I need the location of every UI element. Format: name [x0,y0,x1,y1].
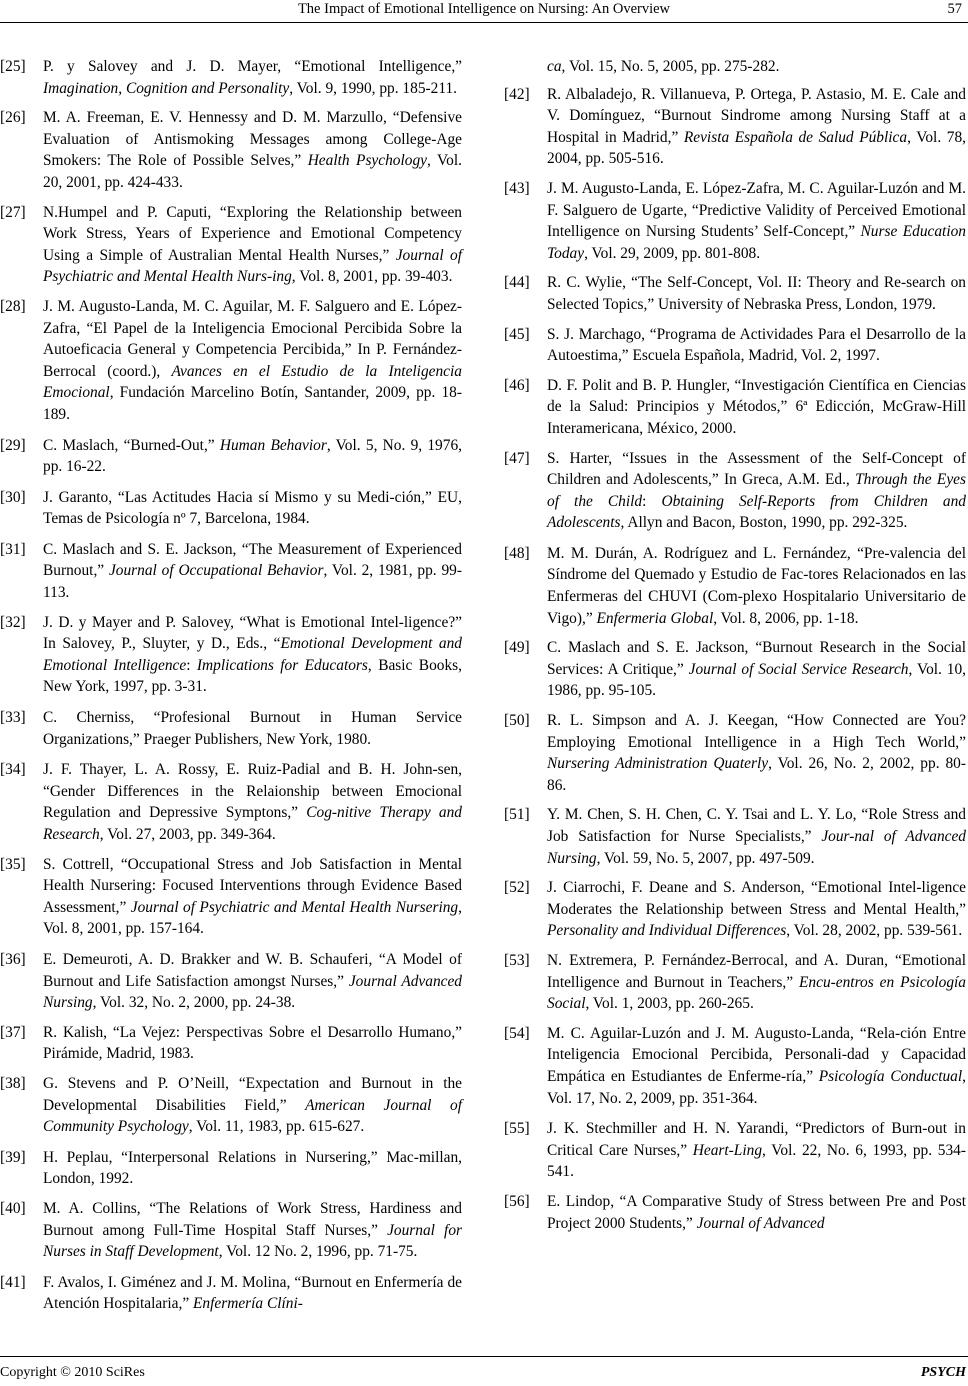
reference-italic-part: Journal of Social Service Research [688,660,909,678]
reference-text-part: : [642,492,662,510]
reference-number: [33] [0,709,26,727]
reference-entry [504,178,966,264]
reference-text [43,58,462,97]
reference-entry [0,1073,462,1138]
reference-text-part: R. Albaladejo, R. Villanueva, P. Ortega, P. Astasio, M. E. Cale and V. Domínguez, “Burnout Sindrome among Nursing Staff at a Hospital in Madrid,” [547,85,966,146]
reference-text-part: , Vol. 17, No. 2, 2009, pp. 351-364. [547,1067,966,1107]
reference-text-part: D. F. Polit and B. P. Hungler, “Investigación Científica en Ciencias de la Salud: Principios y Métodos,” 6ª Edicción, McGraw-Hill Interamericana, México, 2000. [547,376,966,437]
reference-text-part: F. Avalos, I. Giménez and J. M. Molina, “Burnout en Enfermería de Atención Hospitalaria,” [43,1273,462,1313]
reference-text-part: R. L. Simpson and A. J. Keegan, “How Connected are You? Employing Emotional Intelligence in a High Tech World,” [547,712,966,751]
reference-text [43,856,462,938]
reference-text-part: , Basic Books, New York, 1997, pp. 3-31. [43,656,462,696]
reference-italic-part: Obtaining Self-Reports from Children and Adolescents [547,492,967,532]
reference-italic-part: Jour-nal of Advanced Nursing [547,828,966,867]
reference-italic-part: Cog-nitive Therapy and Research [43,804,462,843]
reference-number: [45] [504,325,530,343]
reference-text [43,614,462,696]
reference-text-part: , Vol. 10, 1986, pp. 95-105. [547,660,967,700]
page-footer [0,1356,968,1378]
reference-text-part: N. Extremera, P. Fernández-Berrocal, and A. Duran, “Emotional Intelligence and Burnout in Teachers,” [547,951,966,991]
reference-text-part: P. y Salovey and J. D. Mayer, “Emotional Intelligence,” [43,58,462,75]
references-left-column [0,48,462,1315]
reference-entry [0,296,462,426]
reference-entry [0,107,462,193]
reference-text [43,437,462,476]
reference-text-part: , Vol. 29, 2009, pp. 801-808. [584,244,761,262]
reference-text-part: , Vol. 12 No. 2, 1996, pp. 71-75. [218,1243,418,1261]
reference-text [547,274,966,313]
reference-text-part: G. Stevens and P. O’Neill, “Expectation and Burnout in the Developmental Disabilities Field,” [43,1074,462,1114]
reference-number: [30] [0,488,26,506]
reference-entry [0,202,462,288]
reference-number: [51] [504,806,530,824]
reference-text-part: S. Harter, “Issues in the Assessment of the Self-Concept of Children and Adolescents,” In Greca, A.M. Ed., [547,449,966,489]
reference-number: [40] [0,1199,26,1217]
reference-number: [47] [504,449,530,467]
reference-text-part: M. C. Aguilar-Luzón and J. M. Augusto-Landa, “Rela-ción Entre Inteligencia Emocional Percibida, Personali-dad y Capacidad Empática en Estudiantes de Enferme-ría,” [547,1024,966,1085]
reference-number: [38] [0,1074,26,1092]
running-title: The Impact of Emotional Intelligence on Nursing: An Overview [297,1,671,17]
reference-italic-part: Nurse Education Today [547,223,966,262]
page-number: 57 [947,1,962,17]
reference-entry [0,707,462,750]
reference-text-part: , [118,79,126,97]
reference-text-part: C. Maslach and S. E. Jackson, “Burnout Research in the Social Services: A Critique,” [547,639,966,678]
reference-text [43,541,462,601]
reference-number: [37] [0,1023,26,1041]
reference-number: [49] [504,639,530,657]
reference-number: [43] [504,179,530,197]
reference-italic-part: Personality and Individual Differences [547,922,787,940]
reference-text [43,1274,462,1313]
reference-number: [42] [504,85,530,103]
reference-text [43,298,462,423]
reference-text-part: M. A. Freeman, E. V. Hennessy and D. M. Marzullo, “Defensive Evaluation of Antismoking Messages among College-Age Smokers: The Role of Possible Selves,” [43,109,462,170]
reference-entry [504,272,966,315]
reference-text-part: E. Demeuroti, A. D. Brakker and W. B. Schauferi, “A Model of Burnout and Life Satisfaction amongst Nurses,” [43,950,462,990]
reference-text-part: , Vol. 2, 1981, pp. 99-113. [43,562,462,602]
reference-entry [504,375,966,440]
reference-text-part: , Vol. 5, No. 9, 1976, pp. 16-22. [43,436,462,476]
reference-text-part: J. K. Stechmiller and H. N. Yarandi, “Predictors of Burn-out in Critical Care Nurses,” [547,1120,966,1159]
reference-text-part: , Fundación Marcelino Botín, Santander, 2009, pp. 18-189. [43,384,462,423]
reference-text-part: H. Peplau, “Interpersonal Relations in Nursering,” Mac-millan, London, 1992. [43,1148,462,1188]
reference-italic-part: Psicología Conductual [818,1067,963,1085]
reference-number: [54] [504,1024,530,1042]
reference-text [547,326,966,365]
reference-text [43,1149,462,1188]
reference-text [547,806,966,866]
reference-text-part: J. D. y Mayer and P. Salovey, “What is Emotional Intel-ligence?” In Salovey, P., Sluyter, y D., Eds., “ [43,613,462,653]
page-header [0,0,968,24]
reference-text-part: , Vol. 11, 1983, pp. 615-627. [188,1118,365,1136]
reference-text [547,58,779,75]
reference-text-part: R. Kalish, “La Vejez: Perspectivas Sobre el Desarrollo Humano,” Pirámide, Madrid, 1983. [43,1023,462,1063]
reference-italic-part: Heart-Ling [692,1141,763,1159]
reference-italic-part: Avances en el Estudio de la Inteligencia Emocional [43,362,462,402]
reference-number: [36] [0,950,26,968]
reference-text-part: J. Ciarrochi, F. Deane and S. Anderson, “Emotional Intel-ligence Moderates the Relationship between Stress and Mental Health,” [547,879,966,918]
reference-text [547,180,966,262]
reference-text [547,639,966,699]
reference-number: [41] [0,1273,26,1291]
reference-entry [504,56,966,78]
reference-text [43,1200,462,1260]
reference-entry [0,854,462,940]
reference-entry [504,84,966,170]
reference-text [43,1024,462,1063]
reference-number: [48] [504,544,530,562]
reference-text [547,1120,966,1180]
reference-text [547,450,966,532]
reference-text-part: Y. M. Chen, S. H. Chen, C. Y. Tsai and L. Y. Lo, “Role Stress and Job Satisfaction for Nurse Specialists,” [547,806,966,845]
reference-text-part: , Vol. 9, 1990, pp. 185-211. [289,79,458,97]
reference-italic-part: American Journal of Community Psychology [43,1096,462,1136]
reference-text-part: , Vol. 22, No. 6, 1993, pp. 534-541. [547,1141,966,1181]
reference-entry [0,539,462,604]
reference-text-part: , Vol. 59, No. 5, 2007, pp. 497-509. [596,849,815,867]
reference-entry [504,877,966,942]
reference-number: [27] [0,203,26,221]
references-right-column [504,48,966,1234]
reference-text-part: J. M. Augusto-Landa, M. C. Aguilar, M. F. Salguero and E. López-Zafra, “El Papel de la Inteligencia Emocional Percibida Sobre la Autoeficacia General y Competencia Percibida,” In P. Fernández-Berrocal (coord.), [43,297,462,380]
reference-number: [56] [504,1192,530,1210]
header-rule [0,22,968,23]
reference-italic-part: Journal of Psychiatric and Mental Health Nursering [130,898,459,916]
reference-text [547,1025,966,1107]
reference-text-part: , Vol. 78, 2004, pp. 505-516. [547,128,966,168]
reference-text-part: C. Maslach and S. E. Jackson, “The Measurement of Experienced Burnout,” [43,540,462,580]
reference-italic-part: Cognition and Personality [125,79,290,97]
reference-text [547,1193,966,1232]
reference-text-part: R. C. Wylie, “The Self-Concept, Vol. II: Theory and Re-search on Selected Topics,” University of Nebraska Press, London, 1979. [547,274,966,313]
reference-text [43,761,462,843]
reference-italic-part: Encu-entros en Psicología Social [547,973,966,1013]
reference-entry [504,1118,966,1183]
reference-text [547,377,966,437]
reference-text [43,109,462,191]
reference-text [43,951,462,1011]
journal-name: PSYCH [920,1365,966,1380]
reference-italic-part: ca [547,58,562,75]
reference-entry [0,487,462,530]
reference-entry [504,543,966,629]
reference-entry [504,1191,966,1234]
reference-text [547,712,966,794]
reference-italic-part: Nursering Administration Quaterly [547,755,769,773]
reference-italic-part: Journal of Psychiatric and Mental Health Nurs-ing [43,246,462,286]
reference-text-part: , Vol. 32, No. 2, 2000, pp. 24-38. [92,994,296,1012]
reference-text [43,204,462,286]
reference-entry [0,1022,462,1065]
reference-text [43,489,462,528]
reference-text-part: , Vol. 8, 2006, pp. 1-18. [713,609,859,627]
reference-italic-part: Journal for Nurses in Staff Development [43,1221,463,1261]
reference-italic-part: Through the Eyes of the Child [547,471,966,510]
reference-number: [53] [504,951,530,969]
reference-italic-part: Emotional Development and Emotional Intelligence [43,635,462,674]
reference-text [547,879,966,939]
reference-text [547,545,966,627]
reference-text-part: M. A. Collins, “The Relations of Work Stress, Hardiness and Burnout among Full-Time Hospital Staff Nurses,” [43,1199,462,1239]
reference-entry [504,637,966,702]
reference-entry [504,950,966,1015]
reference-number: [39] [0,1148,26,1166]
reference-text-part: : [186,656,197,674]
reference-text-part: C. Cherniss, “Profesional Burnout in Human Service Organizations,” Praeger Publishers, New York, 1980. [43,709,462,748]
reference-number: [25] [0,58,26,75]
reference-number: [35] [0,855,26,873]
reference-entry [0,1147,462,1190]
reference-italic-part: Health Psychology [307,152,427,170]
reference-italic-part: Enfermería Clíni- [193,1295,303,1313]
reference-entry [504,324,966,367]
reference-entry [0,612,462,698]
reference-italic-part: Human Behavior [219,436,327,454]
reference-entry [0,949,462,1014]
reference-italic-part: Journal of Advanced [696,1214,825,1232]
copyright-notice: Copyright © 2010 SciRes [0,1365,145,1380]
reference-entry [504,804,966,869]
reference-text-part: , Vol. 1, 2003, pp. 260-265. [585,995,754,1013]
reference-text-part: M. M. Durán, A. Rodríguez and L. Fernández, “Pre-valencia del Síndrome del Quemado y Estudio de Fac-tores Relacionados en las Enfermeras del CHUVI (Com-plexo Hospitalario Universitario de Vigo),” [547,544,966,627]
reference-number: [32] [0,613,26,631]
reference-number: [55] [504,1120,530,1138]
reference-text-part: , Vol. 27, 2003, pp. 349-364. [99,826,276,843]
reference-italic-part: Implications for Educators [196,656,368,674]
reference-number: [46] [504,376,530,394]
reference-number: [50] [504,712,530,730]
reference-italic-part: Imagination [43,79,119,97]
reference-entry [0,56,462,99]
reference-text-part: , Vol. 26, No. 2, 2002, pp. 80-86. [547,755,966,794]
reference-text-part: S. J. Marchago, “Programa de Actividades Para el Desarrollo de la Autoestima,” Escuela Española, Madrid, Vol. 2, 1997. [547,325,966,365]
reference-text-part: S. Cottrell, “Occupational Stress and Job Satisfaction in Mental Health Nursering: Focused Interventions through Evidence Based Assessment,” [43,855,462,916]
reference-text-part: , Allyn and Bacon, Boston, 1990, pp. 292-325. [620,514,908,532]
reference-text-part: , Vol. 8, 2001, pp. 39-403. [291,268,453,286]
reference-text-part: , Vol. 20, 2001, pp. 424-433. [43,152,462,191]
reference-italic-part: Journal Advanced Nursing [43,972,463,1012]
reference-number: [29] [0,436,26,454]
reference-entry [504,710,966,796]
reference-italic-part: Journal of Occupational Behavior [108,562,324,580]
reference-entry [0,1272,462,1315]
reference-entry [504,448,966,534]
reference-number: [52] [504,879,530,897]
reference-number: [28] [0,297,26,315]
reference-number: [34] [0,761,26,779]
reference-number: [26] [0,109,26,127]
reference-text-part: , Vol. 15, No. 5, 2005, pp. 275-282. [561,58,780,75]
reference-text-part: E. Lindop, “A Comparative Study of Stress between Pre and Post Project 2000 Students,” [547,1192,966,1232]
reference-text-part: J. Garanto, “Las Actitudes Hacia sí Mismo y su Medi-ción,” EU, Temas de Psicología nº 7, Barcelona, 1984. [43,488,462,528]
reference-number: [31] [0,540,26,558]
reference-entry [0,1198,462,1263]
reference-italic-part: Enfermeria Global [596,609,714,627]
reference-text-part: N.Humpel and P. Caputi, “Exploring the Relationship between Work Stress, Years of Experience and Emotional Competency Using a Simple of Australian Mental Health Nurses,” [43,203,462,264]
reference-text-part: , Vol. 8, 2001, pp. 157-164. [43,898,462,938]
reference-entry [0,759,462,845]
reference-text [547,86,966,168]
reference-text [43,1075,462,1135]
reference-entry [504,1023,966,1109]
reference-number: [44] [504,274,530,292]
reference-italic-part: Revista Española de Salud Pública [683,128,908,146]
reference-text-part: J. M. Augusto-Landa, E. López-Zafra, M. C. Aguilar-Luzón and M. F. Salguero de Ugarte, “Predictive Validity of Perceived Emotional Intelligence on Nursing Students’ Self-Concept,” [547,179,966,241]
reference-text-part: , Vol. 28, 2002, pp. 539-561. [786,922,963,940]
reference-text [547,952,966,1012]
reference-text-part: C. Maslach, “Burned-Out,” [43,436,220,454]
reference-entry [0,435,462,478]
reference-text-part: J. F. Thayer, L. A. Rossy, E. Ruiz-Padial and B. H. John-sen, “Gender Differences in the Relaionship between Emocional Regulation and Depressive Symptons,” [43,761,462,822]
footer-rule [0,1356,968,1357]
reference-text [43,709,462,748]
